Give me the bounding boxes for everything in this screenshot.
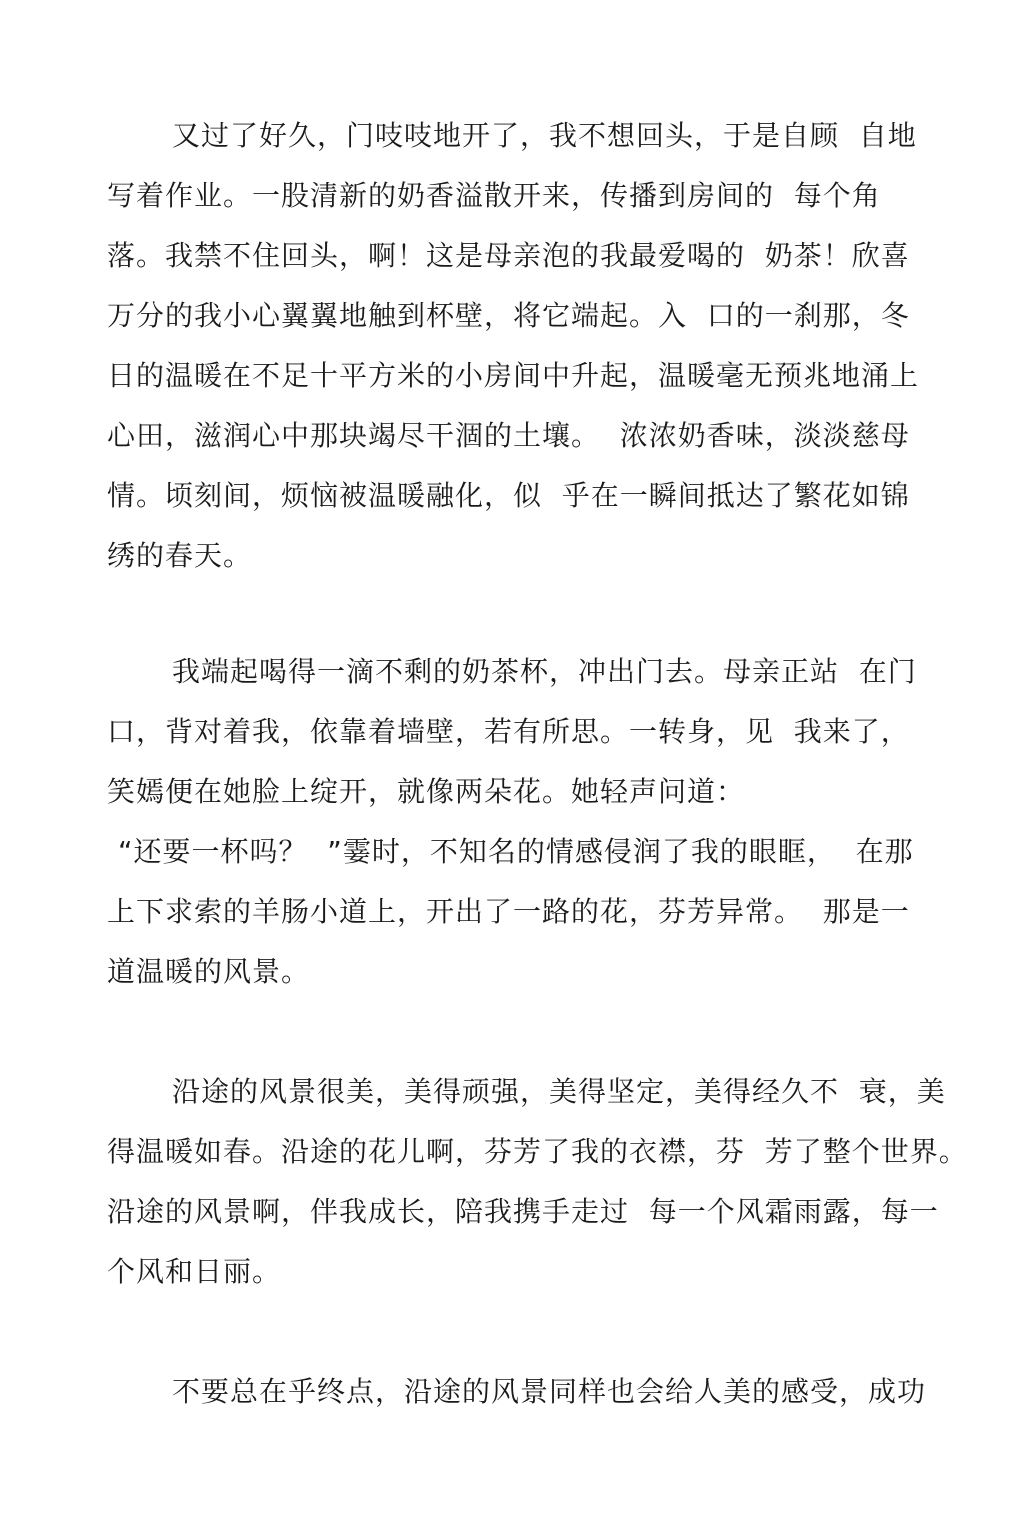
paragraph-3-line-4: 个风和日丽。 xyxy=(107,1255,282,1288)
paragraph-2-line-6: 道温暖的风景。 xyxy=(107,955,311,988)
paragraph-1-line-5: 日的温暖在不足十平方米的小房间中升起，温暖毫无预兆地涌上 xyxy=(107,359,920,392)
paragraph-1-line-8: 绣的春天。 xyxy=(107,539,253,572)
paragraph-1-line-6: 心田，滋润心中那块竭尽干涸的土壤。 浓浓奶香味，淡淡慈母 xyxy=(107,419,910,452)
paragraph-1-line-4: 万分的我小心翼翼地触到杯壁，将它端起。入 口的一刹那，冬 xyxy=(107,299,910,332)
paragraph-3-line-3: 沿途的风景啊，伴我成长，陪我携手走过 每一个风霜雨露，每一 xyxy=(107,1195,939,1228)
paragraph-2-line-5: 上下求索的羊肠小道上，开出了一路的花，芬芳异常。 那是一 xyxy=(107,895,910,928)
paragraph-1-line-7: 情。顷刻间，烦恼被温暖融化，似 乎在一瞬间抵达了繁花如锦 xyxy=(107,479,910,512)
paragraph-2-line-4: “还要一杯吗？ ”霎时，不知名的情感侵润了我的眼眶， 在那 xyxy=(118,835,914,868)
paragraph-3-line-2: 得温暖如春。沿途的花儿啊，芬芳了我的衣襟，芬 芳了整个世界。 xyxy=(107,1135,968,1168)
paragraph-4-line-1: 不要总在乎终点，沿途的风景同样也会给人美的感受，成功 xyxy=(172,1375,927,1408)
paragraph-1-line-2: 写着作业。一股清新的奶香溢散开来，传播到房间的 每个角 xyxy=(107,179,881,212)
paragraph-2-line-3: 笑嫣便在她脸上绽开，就像两朵花。她轻声问道： xyxy=(107,775,746,808)
paragraph-1-line-3: 落。我禁不住回头，啊！这是母亲泡的我最爱喝的 奶茶！欣喜 xyxy=(107,239,910,272)
paragraph-2-line-2: 口，背对着我，依靠着墙壁，若有所思。一转身，见 我来了， xyxy=(107,715,910,748)
paragraph-2-line-1: 我端起喝得一滴不剩的奶茶杯，冲出门去。母亲正站 在门 xyxy=(172,655,917,688)
paragraph-1-line-1: 又过了好久，门吱吱地开了，我不想回头，于是自顾 自地 xyxy=(172,119,917,152)
paragraph-3-line-1: 沿途的风景很美，美得顽强，美得坚定，美得经久不 衰，美 xyxy=(172,1075,946,1108)
